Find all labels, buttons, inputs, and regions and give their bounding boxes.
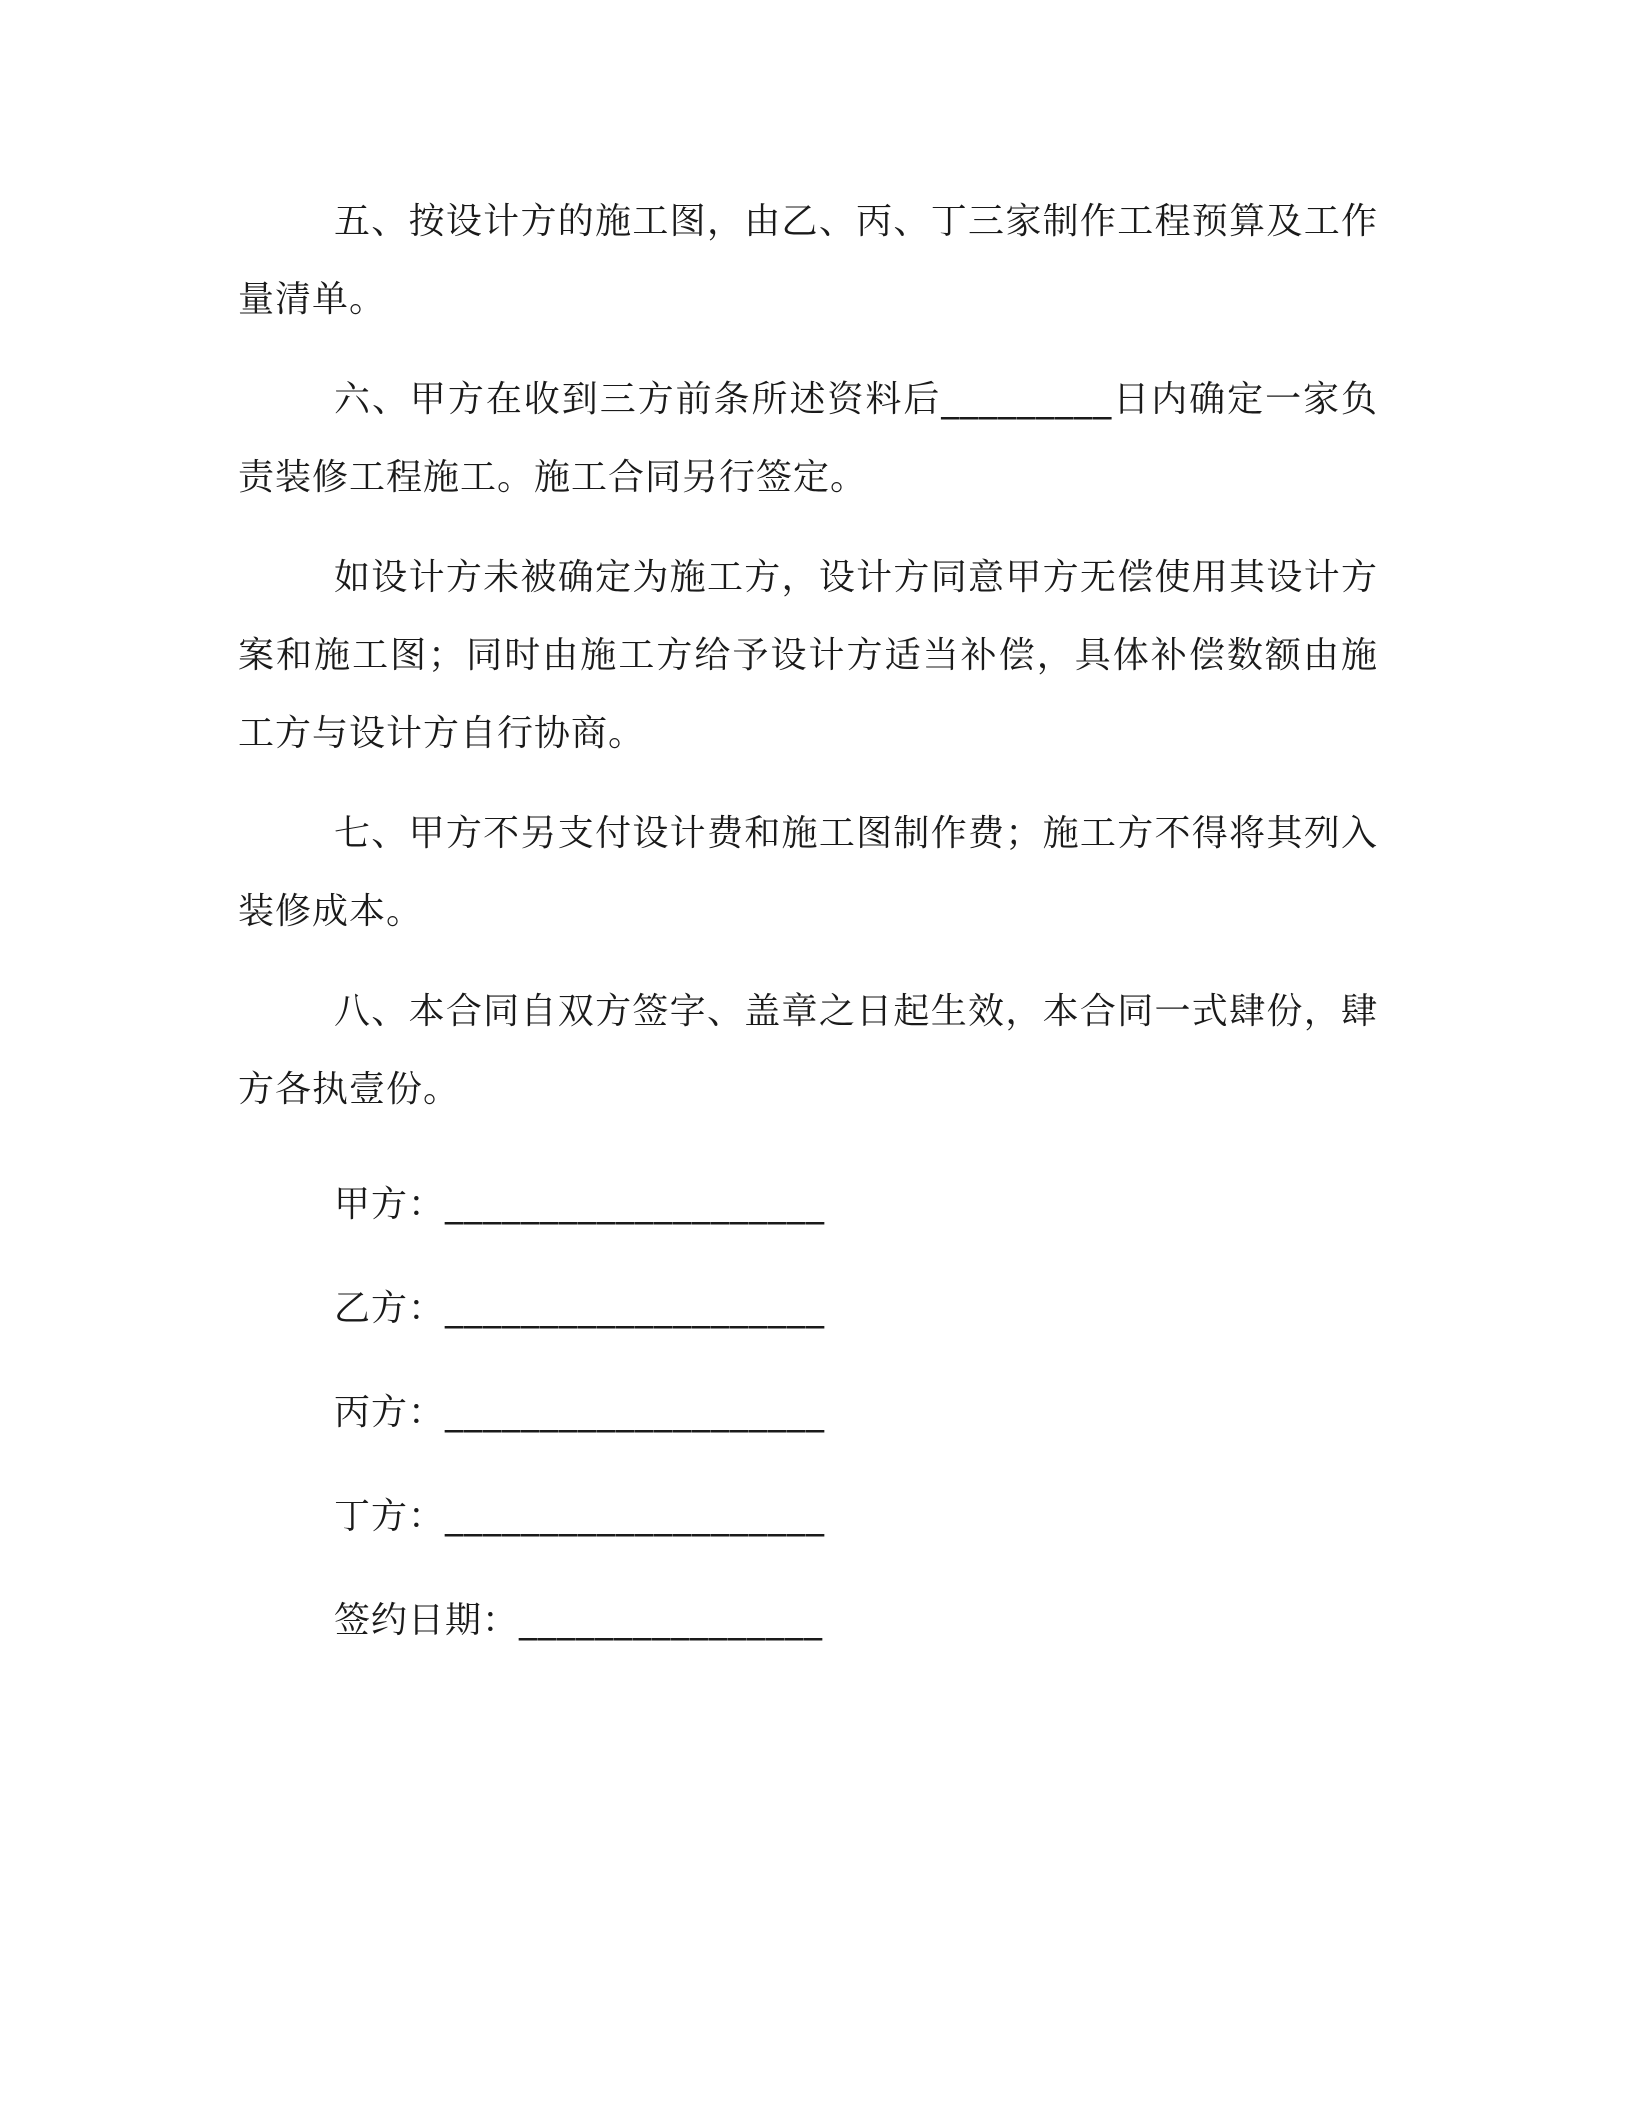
clause-six: 六、甲方在收到三方前条所述资料后_________日内确定一家负责装修工程施工。施工合同另行签定。 [238, 379, 1378, 498]
document-body [238, 183, 1378, 1673]
clause-eight: 八、本合同自双方签字、盖章之日起生效，本合同一式肆份，肆方各执壹份。 [238, 991, 1378, 1110]
sign-date-line: 签约日期：________________ [334, 1600, 824, 1641]
party-c-signature-line: 丙方：____________________ [334, 1392, 826, 1433]
clause-seven: 七、甲方不另支付设计费和施工图制作费；施工方不得将其列入装修成本。 [238, 813, 1378, 932]
party-d-signature-line: 丁方：____________________ [334, 1496, 826, 1537]
party-b-signature-line: 乙方：____________________ [334, 1288, 826, 1329]
clause-six-supplement: 如设计方未被确定为施工方，设计方同意甲方无偿使用其设计方案和施工图；同时由施工方给予设计方适当补偿，具体补偿数额由施工方与设计方自行协商。 [238, 557, 1378, 754]
party-a-signature-line: 甲方：____________________ [334, 1184, 826, 1225]
signature-block [238, 1153, 1378, 1673]
clause-five: 五、按设计方的施工图，由乙、丙、丁三家制作工程预算及工作量清单。 [238, 201, 1378, 320]
